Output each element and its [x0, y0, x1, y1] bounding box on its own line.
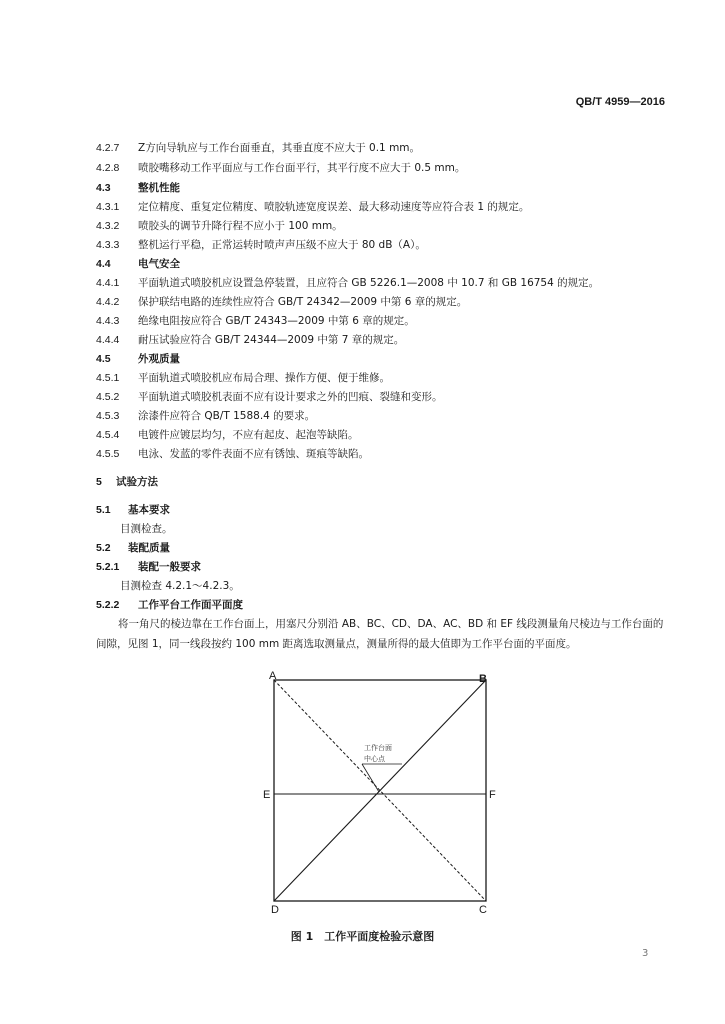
heading-5-1: 5.1 基本要求	[96, 504, 170, 516]
clause-4-3-1: 4.3.1 定位精度、重复定位精度、喷胶轨迹宽度误差、最大移动速度等应符合表 1 的规定。	[96, 201, 530, 213]
heading-4-4: 4.4 电气安全	[96, 258, 180, 270]
heading-5-2-2: 5.2.2 工作平台工作面平面度	[96, 599, 243, 611]
heading-5-2: 5.2 装配质量	[96, 542, 170, 554]
clause-4-3-2: 4.3.2 喷胶头的调节升降行程不应小于 100 mm。	[96, 220, 343, 232]
label-f: F	[489, 789, 496, 801]
label-d: D	[271, 904, 279, 916]
clause-4-4-2: 4.4.2 保护联结电路的连续性应符合 GB/T 24342—2009 中第 6 章的规定。	[96, 296, 468, 308]
flatness-diagram	[262, 668, 502, 916]
figure-caption: 图 1 工作平面度检验示意图	[290, 930, 435, 943]
label-c: C	[479, 904, 487, 916]
label-e: E	[263, 789, 271, 801]
label-a: A	[269, 670, 277, 682]
clause-4-5-1: 4.5.1 平面轨道式喷胶机应布局合理、操作方便、便于维修。	[96, 372, 390, 384]
method-paragraph: 将一角尺的棱边靠在工作台面上，用塞尺分别沿 AB、BC、CD、DA、AC、BD 和 EF 线段测量角尺棱边与工作台面的间隙，见图 1，同一线段按约 100 mm 距离选取测量点，测量所得的最大值即为工作平台面的平面度。	[96, 618, 664, 650]
label-b: B	[479, 673, 487, 685]
clause-4-2-7: 4.2.7 Z方向导轨应与工作台面垂直，其垂直度不应大于 0.1 mm。	[96, 142, 421, 154]
clause-4-4-1: 4.4.1 平面轨道式喷胶机应设置急停装置，且应符合 GB 5226.1—2008 中 10.7 和 GB 16754 的规定。	[96, 277, 600, 289]
clause-4-5-2: 4.5.2 平面轨道式喷胶机表面不应有设计要求之外的凹痕、裂缝和变形。	[96, 391, 443, 403]
clause-4-5-4: 4.5.4 电镀件应镀层均匀，不应有起皮、起泡等缺陷。	[96, 429, 359, 441]
clause-4-5-3: 4.5.3 涂漆件应符合 QB/T 1588.4 的要求。	[96, 410, 316, 422]
heading-5: 5 试验方法	[96, 476, 158, 488]
clause-5-1-text: 目测检查。	[120, 523, 173, 535]
leader-line	[362, 764, 379, 792]
heading-5-2-1: 5.2.1 装配一般要求	[96, 561, 201, 573]
standard-code: QB/T 4959—2016	[575, 96, 665, 108]
clause-4-3-3: 4.3.3 整机运行平稳，正常运转时喷声声压级不应大于 80 dB（A）。	[96, 239, 426, 251]
annotation-line2: 中心点	[364, 755, 385, 763]
clause-5-2-1-text: 目测检查 4.2.1～4.2.3。	[120, 580, 240, 592]
annotation-line1: 工作台面	[364, 744, 392, 752]
page-number: 3	[642, 948, 649, 959]
heading-4-3: 4.3 整机性能	[96, 182, 180, 194]
clause-4-4-3: 4.4.3 绝缘电阻按应符合 GB/T 24343—2009 中第 6 章的规定。	[96, 315, 415, 327]
clause-4-4-4: 4.4.4 耐压试验应符合 GB/T 24344—2009 中第 7 章的规定。	[96, 334, 405, 346]
clause-4-2-8: 4.2.8 喷胶嘴移动工作平面应与工作台面平行，其平行度不应大于 0.5 mm。	[96, 162, 466, 174]
heading-4-5: 4.5 外观质量	[96, 353, 180, 365]
clause-4-5-5: 4.5.5 电泳、发蓝的零件表面不应有锈蚀、斑痕等缺陷。	[96, 448, 369, 460]
